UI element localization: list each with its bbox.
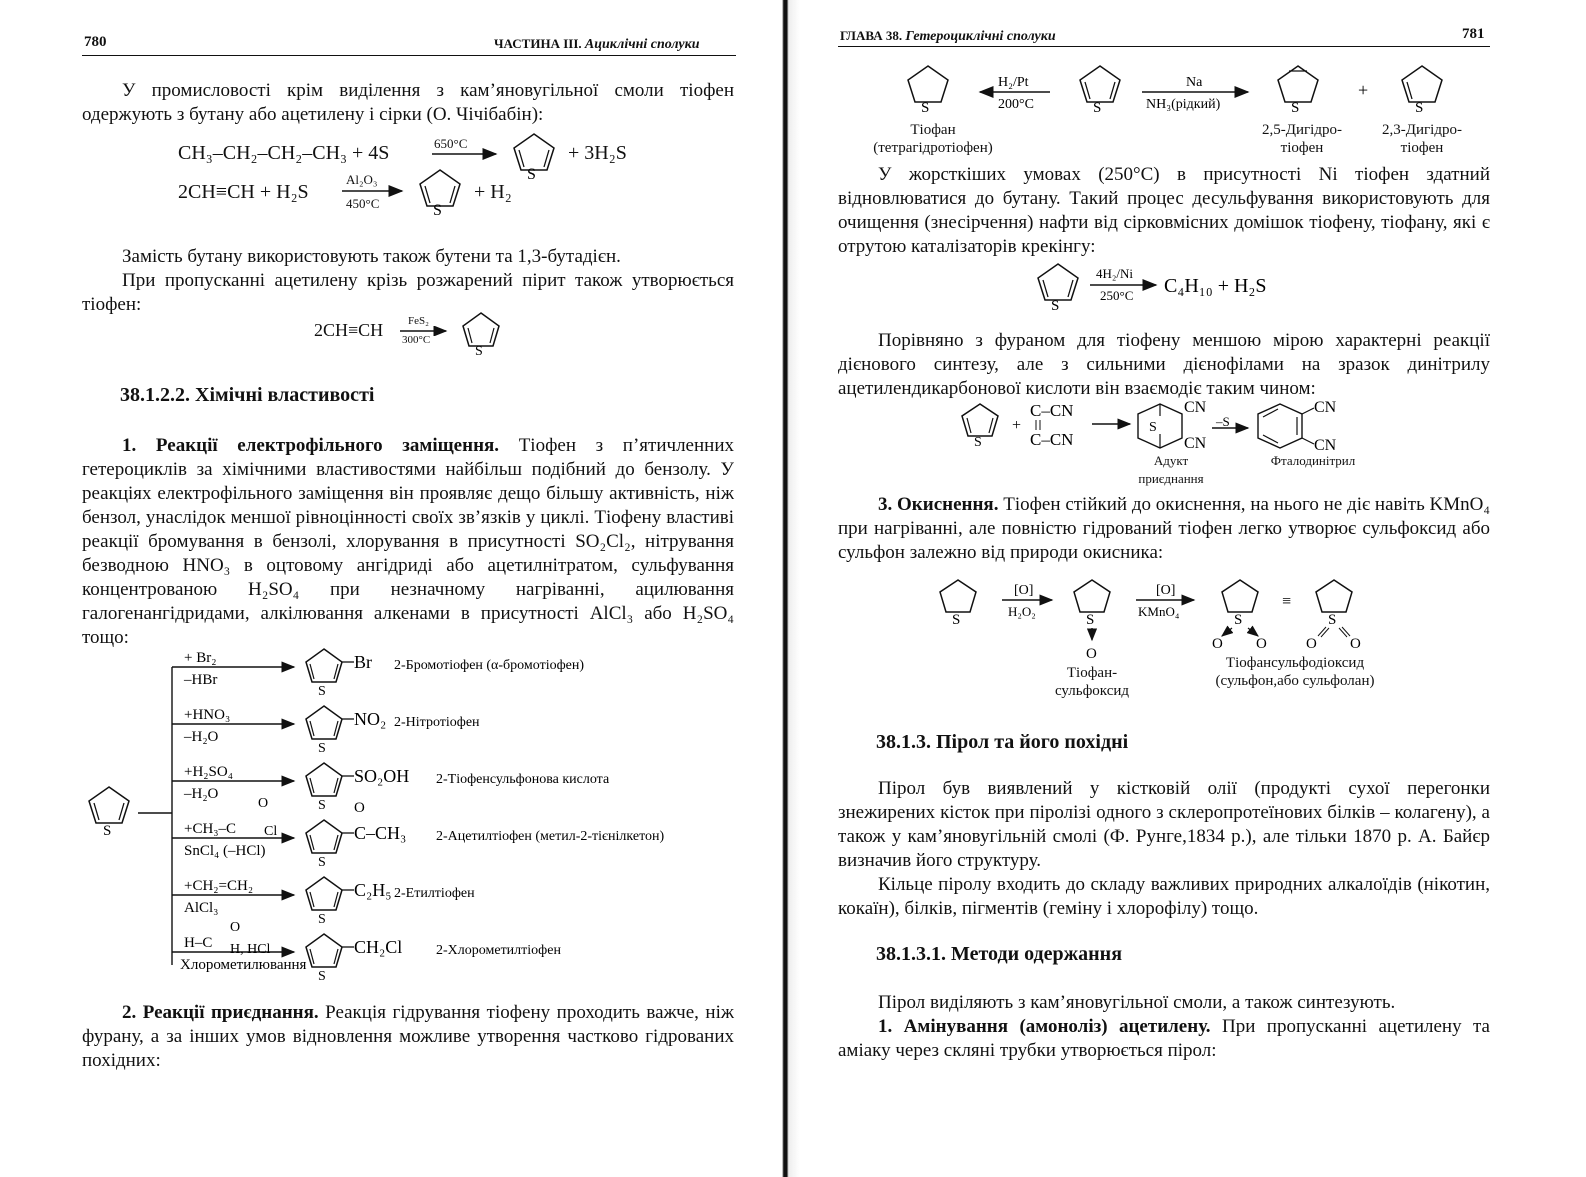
header-rule bbox=[82, 55, 736, 56]
thiophene-structure bbox=[1080, 66, 1120, 116]
equation-acetylene: 2CH≡CH + H₂S bbox=[178, 181, 309, 203]
thiophene-ring bbox=[306, 706, 342, 739]
page-number: 780 bbox=[84, 34, 107, 50]
substituent: SO₂OH bbox=[354, 766, 410, 786]
thiophene-ring bbox=[306, 820, 342, 853]
reaction-arrow bbox=[430, 148, 500, 160]
svg-text:O: O bbox=[1086, 646, 1097, 662]
substituent: Br bbox=[354, 652, 372, 672]
thiophene-structure bbox=[506, 126, 562, 182]
running-head-part: ЧАСТИНА III. bbox=[494, 36, 582, 51]
dienophile-bottom: C–CN bbox=[1030, 430, 1074, 449]
svg-text:S: S bbox=[1291, 100, 1300, 116]
paragraph: У жорсткіших умовах (250°C) в присутності Ni тіофен здатний відновлюватися до бутану. Такий процес десульфування використовують для очищення (знесірчення) нафти від сірковмісних домішок тіофену, тіофану, які є отрутою каталізаторів крекінгу: bbox=[838, 164, 1490, 257]
svg-text:O: O bbox=[1306, 636, 1317, 652]
condition-top: 4H₂/Ni bbox=[1096, 266, 1134, 281]
condition-bottom: KMnO₄ bbox=[1138, 604, 1180, 619]
paragraph: 1. Амінування (амоноліз) ацетилену. При пропусканні ацетилену та аміаку через скляні трубки утворюється пірол: bbox=[838, 1016, 1490, 1061]
svg-text:S: S bbox=[1093, 100, 1102, 116]
substituent: C₂H₅ bbox=[354, 880, 392, 900]
sulfur-loss: –S bbox=[1216, 414, 1230, 429]
label-23-dihydrothiophene: 2,3-Дигідро- тіофен bbox=[1382, 122, 1462, 156]
running-head bbox=[840, 28, 1056, 45]
reagent-label: +CH₃–C bbox=[184, 821, 237, 837]
reagent-condition: –HBr bbox=[184, 672, 218, 688]
condition-top: [O] bbox=[1156, 583, 1176, 598]
reagent-condition: SnCl₄ (–HCl) bbox=[184, 843, 266, 859]
paragraph: Замість бутану використовують також бутени та 1,3-бутадієн. bbox=[122, 246, 621, 267]
electrophilic-substitution-scheme bbox=[84, 645, 744, 1000]
product-name: 2-Етилтіофен bbox=[394, 886, 475, 901]
svg-text:O: O bbox=[1256, 636, 1267, 652]
dienophile-top: C–CN bbox=[1030, 401, 1074, 420]
svg-text:S: S bbox=[433, 202, 442, 218]
dihydrothiophene-23-structure bbox=[1402, 66, 1442, 116]
left-page bbox=[0, 0, 770, 1177]
book-spine-shadow bbox=[770, 0, 800, 1177]
reagent-condition: Хлорометилювання bbox=[180, 957, 307, 973]
svg-text:S: S bbox=[103, 823, 112, 839]
reagent-condition: –H₂O bbox=[184, 786, 219, 802]
running-head-title: Гетероциклічні сполуки bbox=[905, 29, 1056, 44]
condition-top: H₂/Pt bbox=[998, 75, 1029, 90]
condition: 650°C bbox=[434, 136, 468, 151]
desulfurization-equation bbox=[1030, 258, 1330, 314]
paragraph: 1. Реакції електрофільного заміщення. Тіофен з п’ятичленних гетероциклів за хімічними властивостями найбільш подібний до бензолу. У реакціях електрофільного заміщення він проявляє дещо більшу активність, ніж бензол, унаслідок меншої рівноцінності своїх зв’язків у циклі. Тіофену властиві реакції бромування в бензолі, хлорування в присутності SO₂Cl₂, нітрування безводною HNO₃ в оцтовому ангідриді або ацетилнітратом, сульфування концентрованою H₂SO₄ при незначному нагріванні, ацилювання галогенангідридами, алкілювання алкенами в присутності AlCl₃ або H₂SO₄ тощо: bbox=[82, 435, 734, 648]
thiophene-structure bbox=[456, 307, 506, 357]
equation-butane: CH₃–CH₂–CH₂–CH₃ + 4S bbox=[178, 142, 390, 164]
paragraph: У промисловості крім виділення з кам’яновугільної смоли тіофен одержують з бутану або ацетилену і сірки (О. Чічібабін): bbox=[82, 80, 734, 125]
label-adduct: Адукт приєднання bbox=[1138, 453, 1204, 486]
reagent-label: +H₂SO₄ bbox=[184, 764, 233, 780]
condition-top: [O] bbox=[1014, 583, 1034, 598]
thiophene-ring bbox=[306, 877, 342, 910]
sulfone-structure bbox=[1306, 580, 1361, 652]
section-heading: 38.1.3. Пірол та його похідні bbox=[876, 731, 1129, 753]
svg-text:O: O bbox=[1350, 636, 1361, 652]
thiophene-ring bbox=[306, 934, 342, 967]
equation-products: + H₂ bbox=[474, 181, 512, 203]
label-thiophane: Тіофан (тетрагідротіофен) bbox=[873, 122, 993, 156]
right-page bbox=[800, 0, 1586, 1177]
svg-text:O: O bbox=[1212, 636, 1223, 652]
thiophene-structure bbox=[1038, 264, 1078, 314]
label-sulfone: Тіофансульфодіоксид (сульфон,або сульфолан) bbox=[1215, 655, 1375, 689]
reagent-label: +HNO₃ bbox=[184, 707, 231, 723]
substituent: C–CH₃ bbox=[354, 823, 407, 843]
condition-bottom: 300°C bbox=[402, 334, 431, 346]
paragraph: 2. Реакції приєднання. Реакція гідрування тіофену проходить важче, ніж фурану, а за інших умов відновлення можливе утворення частково гідрованих похідних: bbox=[82, 1002, 734, 1071]
label-sulfoxide: Тіофан- сульфоксид bbox=[1054, 665, 1130, 699]
svg-text:S: S bbox=[921, 100, 930, 116]
reagent-condition: AlCl₃ bbox=[184, 900, 219, 916]
reagent-label: H–C bbox=[184, 935, 213, 951]
svg-text:S: S bbox=[1051, 298, 1060, 314]
ring-sulfur: S bbox=[318, 684, 326, 699]
ring-sulfur: S bbox=[318, 969, 326, 984]
svg-text:S: S bbox=[1149, 420, 1157, 435]
thiophane-structure bbox=[940, 580, 976, 628]
svg-text:S: S bbox=[1234, 612, 1243, 628]
cyano-label: CN bbox=[1184, 399, 1207, 416]
reagent-label: +CH₂=CH₂ bbox=[184, 878, 254, 894]
substituent: NO₂ bbox=[354, 709, 387, 729]
svg-text:S: S bbox=[475, 344, 483, 357]
svg-text:S: S bbox=[1086, 612, 1095, 628]
equation-products: + 3H₂S bbox=[568, 142, 627, 164]
dihydrothiophene-25-structure bbox=[1278, 66, 1318, 116]
product-name: 2-Тіофенсульфонова кислота bbox=[436, 772, 610, 787]
condition-bottom: 200°C bbox=[998, 97, 1034, 112]
reagent-label: + Br₂ bbox=[184, 650, 217, 666]
thiophene-structure bbox=[962, 404, 998, 450]
equivalent-sign: ≡ bbox=[1282, 593, 1292, 610]
svg-text:S: S bbox=[1415, 100, 1424, 116]
phthalonitrile-structure bbox=[1258, 399, 1337, 454]
equation-pyrite: 2CH≡CH bbox=[314, 320, 384, 340]
substituent: CH₂Cl bbox=[354, 937, 403, 957]
acyl-oxygen: O bbox=[258, 796, 269, 811]
ring-sulfur: S bbox=[318, 912, 326, 927]
thiophene-ring bbox=[306, 649, 342, 682]
svg-text:S: S bbox=[974, 435, 982, 450]
condition-top: Al₂O₃ bbox=[346, 172, 378, 187]
subsection-heading: 38.1.3.1. Методи одержання bbox=[876, 943, 1123, 965]
thiophane-structure bbox=[908, 66, 948, 116]
sulfone-structure bbox=[1212, 580, 1267, 652]
condition-bottom: 250°C bbox=[1100, 288, 1134, 303]
label-25-dihydrothiophene: 2,5-Дигідро- тіофен bbox=[1262, 122, 1342, 156]
header-rule bbox=[838, 46, 1490, 47]
cyano-label: CN bbox=[1314, 399, 1337, 416]
sulfoxide-structure bbox=[1074, 580, 1110, 662]
adduct-structure bbox=[1138, 399, 1207, 452]
formyl-oxygen: O bbox=[230, 920, 241, 935]
svg-text:+: + bbox=[1012, 417, 1022, 434]
paragraph: 3. Окиснення. Тіофен стійкий до окиснення, на нього не діє навіть KMnO₄ при нагріванні, але повністю гідрований тіофен легко утворює сульфоксид або сульфон залежно від природи окисника: bbox=[838, 494, 1490, 563]
carbonyl-oxygen: O bbox=[354, 800, 365, 816]
paragraph: При пропусканні ацетилену крізь розжарений пірит також утворюється тіофен: bbox=[82, 270, 734, 315]
product-name: 2-Нітротіофен bbox=[394, 715, 480, 730]
acyl-chlorine: Cl bbox=[264, 824, 278, 839]
ring-sulfur: S bbox=[318, 741, 326, 756]
thiophene-structure bbox=[89, 787, 129, 839]
oxidation-scheme bbox=[930, 572, 1370, 662]
condition-top: FeS₂ bbox=[408, 315, 429, 327]
plus-sign: + bbox=[1358, 80, 1369, 100]
condition-bottom: NH₃(рідкий) bbox=[1146, 97, 1221, 112]
paragraph: Порівняно з фураном для тіофену меншою мірою характерні реакції дієнового синтезу, але з сильними дієнофілами на зразок динітрилу ацетилендикарбонової кислоти він взаємодіє таким чином: bbox=[838, 330, 1490, 399]
page-number: 781 bbox=[1462, 26, 1485, 42]
svg-text:S: S bbox=[952, 612, 961, 628]
svg-text:S: S bbox=[1328, 612, 1337, 628]
condition-bottom: 450°C bbox=[346, 196, 380, 211]
ring-sulfur: S bbox=[527, 166, 536, 182]
product-name: 2-Хлорометилтіофен bbox=[436, 943, 561, 958]
condition-bottom: H₂O₂ bbox=[1008, 604, 1036, 619]
ring-sulfur: S bbox=[318, 798, 326, 813]
cyano-label: CN bbox=[1184, 435, 1207, 452]
products: C₄H₁₀ + H₂S bbox=[1164, 275, 1267, 297]
label-phthalonitrile: Фталодинітрил bbox=[1270, 453, 1356, 468]
reagent-condition: –H₂O bbox=[184, 729, 219, 745]
running-head-chapter: ГЛАВА 38. bbox=[840, 28, 903, 43]
running-head bbox=[494, 36, 700, 53]
paragraph: Кільце піролу входить до складу важливих природних алкалоїдів (нікотин, кокаїн), білків, пігментів (геміну і хлорофілу) тощо. bbox=[838, 874, 1490, 919]
cyano-label: CN bbox=[1314, 437, 1337, 454]
running-head-title: Ациклічні сполуки bbox=[584, 37, 700, 52]
condition-top: Na bbox=[1186, 75, 1203, 90]
chloromethylation-reagents: H, HCl bbox=[230, 942, 271, 957]
thiophene-structure bbox=[412, 162, 468, 218]
ring-sulfur: S bbox=[318, 855, 326, 870]
product-name: 2-Бромотіофен (α-бромотіофен) bbox=[394, 658, 585, 673]
product-name: 2-Ацетилтіофен (метил-2-тієнілкетон) bbox=[436, 829, 665, 844]
paragraph: Пірол був виявлений у кістковій олії (продукті сухої перегонки знежирених кісток при піролізі одного з склеропротеїнових білків – колагену), а також у кам’яновугільній смолі (Ф. Рунге,1834 р.), але тільки 1870 р. А. Байєр визначив його структуру. bbox=[838, 778, 1490, 871]
thiophene-ring bbox=[306, 763, 342, 796]
section-heading: 38.1.2.2. Хімічні властивості bbox=[120, 384, 375, 406]
paragraph: Пірол виділяють з кам’яновугільної смоли, а також синтезують. bbox=[878, 992, 1396, 1013]
